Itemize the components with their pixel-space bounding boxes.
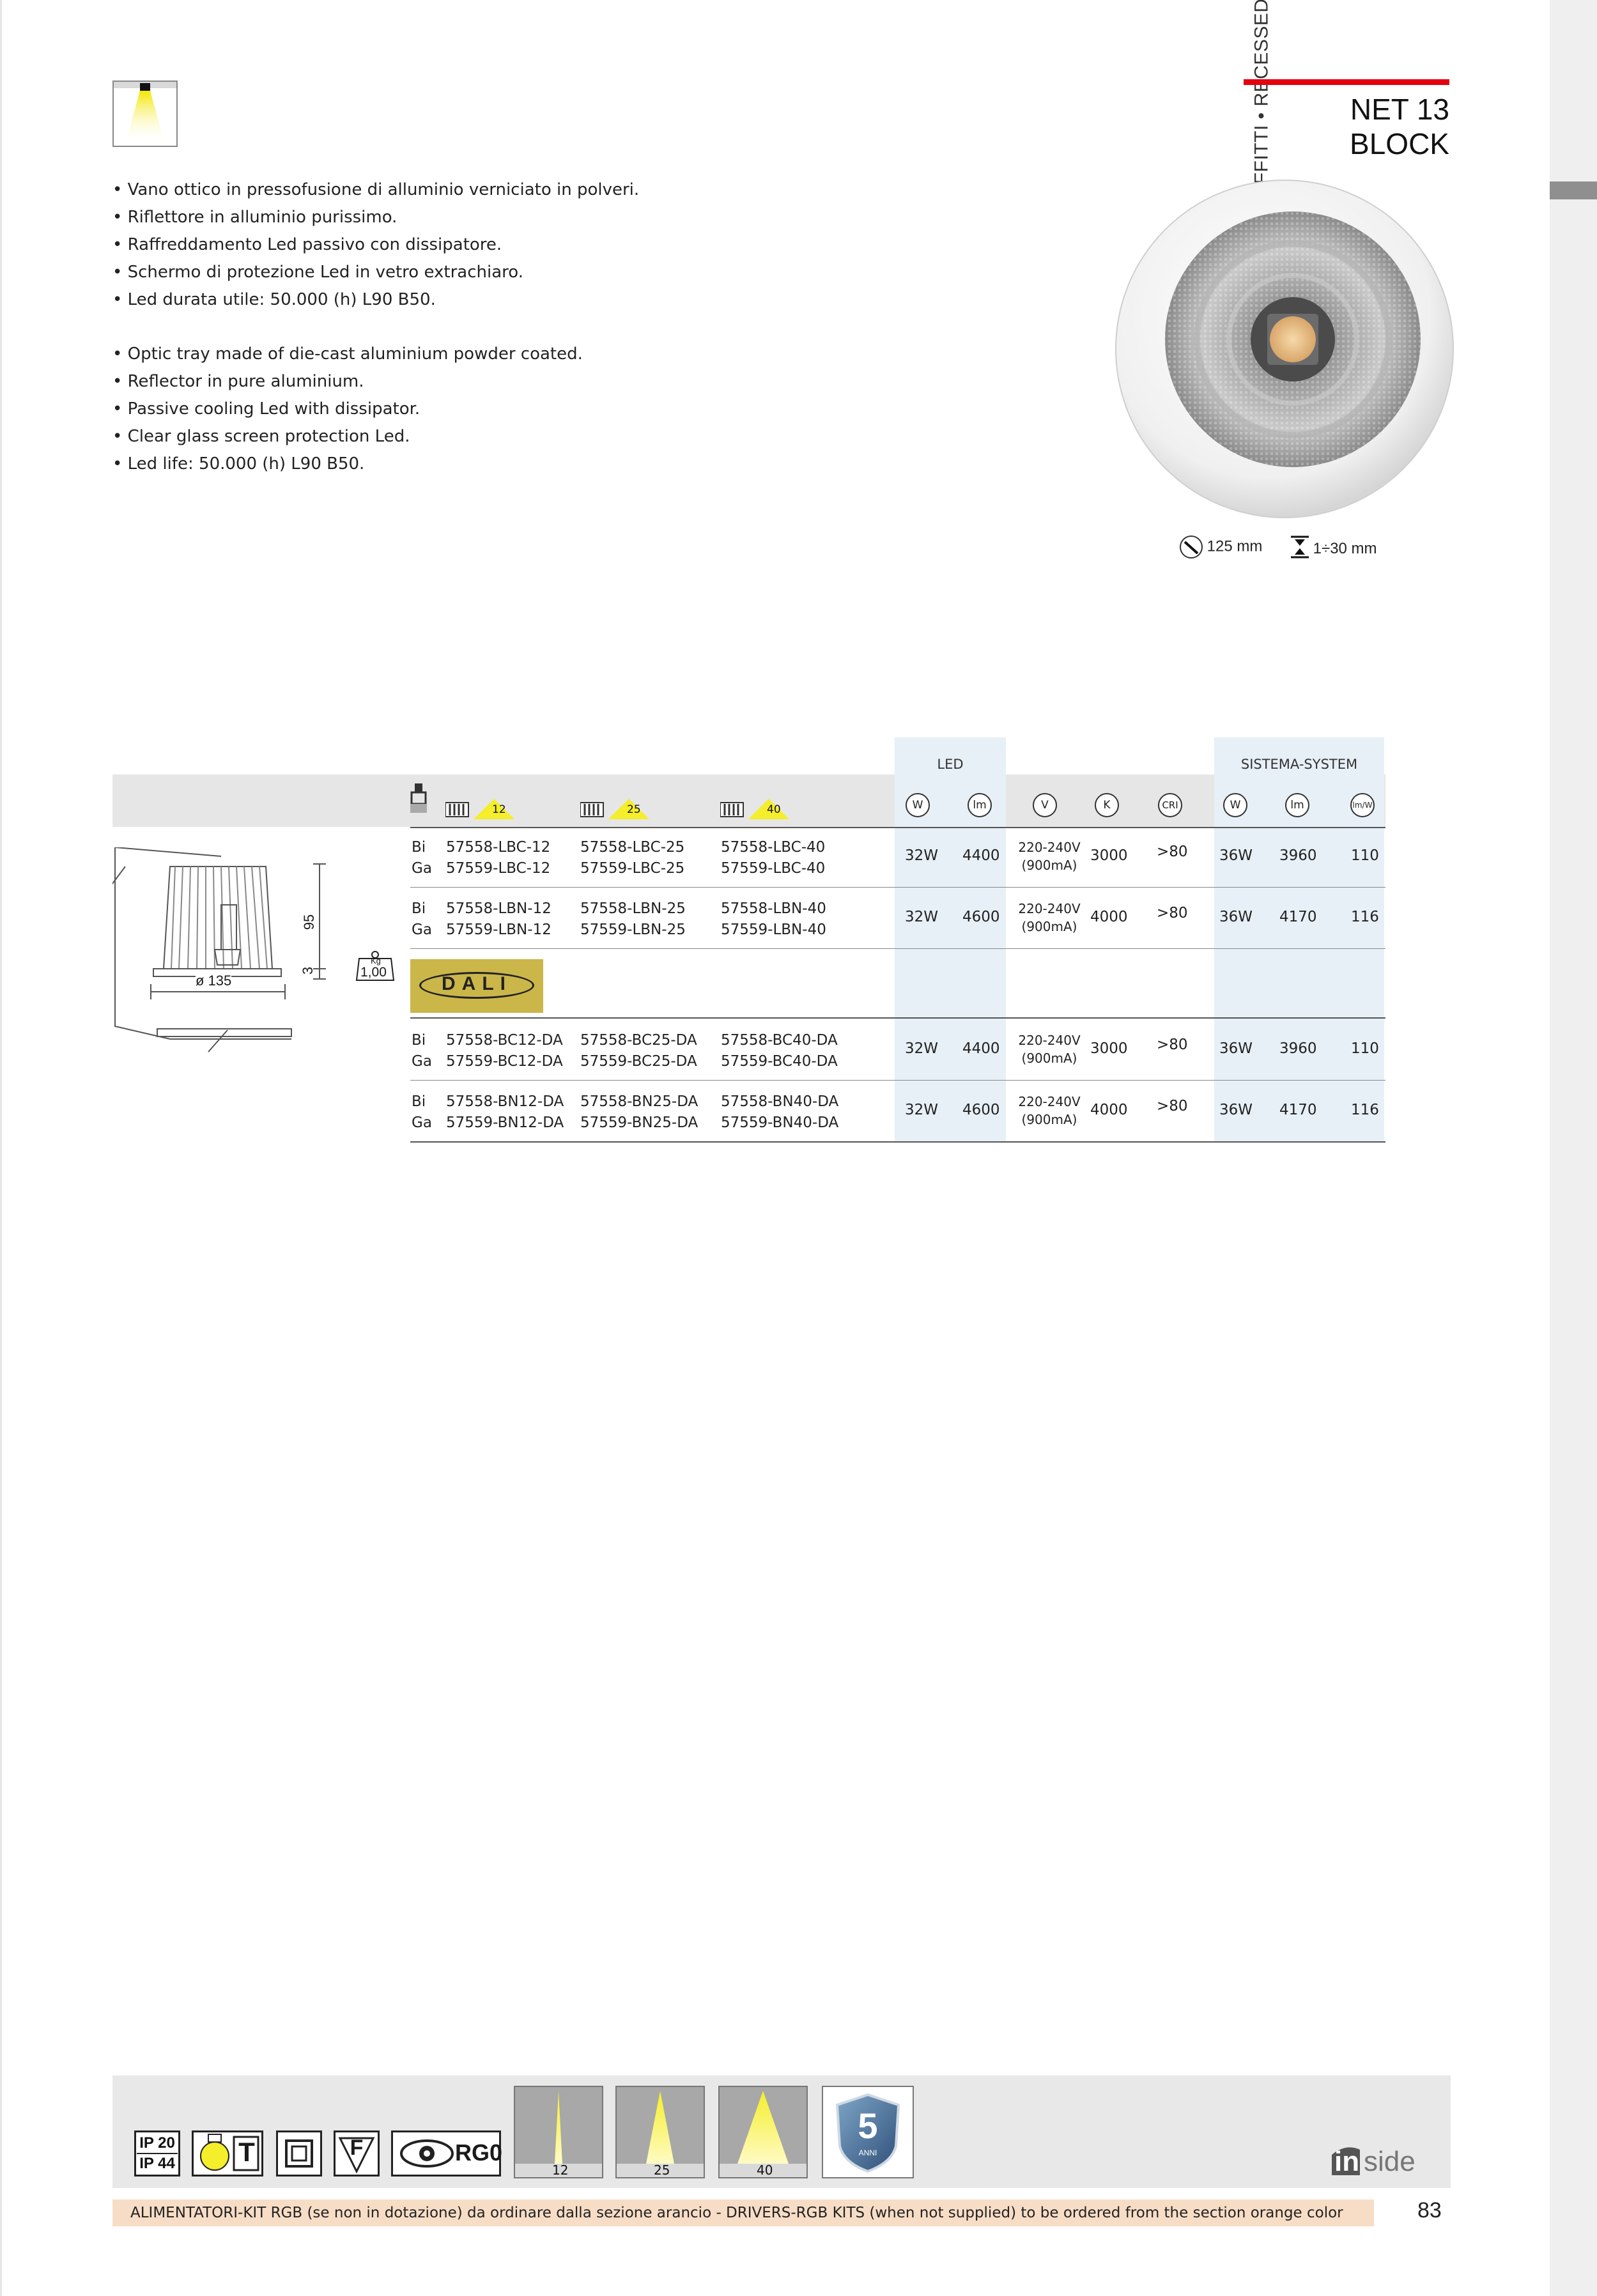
code-12: 57558-LBN-12 57559-LBN-12 [446,900,552,938]
code-25: 57558-LBC-25 57559-LBC-25 [580,839,685,877]
code-40: 57558-LBC-40 57559-LBC-40 [721,839,826,877]
led-watt: 32W [905,1102,939,1118]
section-edge-tab [1550,0,1597,2296]
brand-in: in [1334,2146,1360,2177]
color-temp: 4000 [1090,909,1128,925]
beam-header-12 [445,799,516,823]
volt-icon: V [1033,793,1057,817]
voltage: 220-240V (900mA) [1018,840,1081,873]
features-italian [112,176,639,314]
lumen-icon: lm [968,793,992,817]
beam-40-icon [718,2086,808,2178]
color-temp: 3000 [1090,1040,1128,1057]
f-mark-icon [334,2130,380,2177]
led-lumen: 4400 [962,847,1000,864]
feature-item: • Optic tray made of die-cast aluminium powder coated. [112,341,583,368]
page-number: 83 [1417,2198,1442,2223]
table-row [410,1028,1385,1080]
table-row [410,1089,1385,1141]
group-led-label: LED [937,757,964,772]
efficacy: 110 [1351,1040,1379,1057]
dali-badge [410,959,543,1013]
code-12: 57558-LBC-12 57559-LBC-12 [446,839,551,877]
ceiling-thickness-icon [1291,535,1309,563]
system-watt: 36W [1219,847,1253,864]
feature-item: • Schermo di protezione Led in vetro extrachiaro. [112,259,639,286]
feature-item: • Reflector in pure aluminium. [112,368,583,396]
led-lumen: 4600 [962,1102,1000,1118]
warranty-years: 5 [858,2106,878,2146]
brand-side: side [1364,2146,1416,2177]
finish-list: Bi Ga [412,1032,432,1070]
beam-40-label: 40 [757,2162,773,2178]
lamp-head-icon [409,783,428,817]
beam-12-icon [514,2086,603,2178]
finish-list: Bi Ga [412,839,432,877]
row-rule [410,948,1385,949]
code-40: 57558-BC40-DA 57559-BC40-DA [721,1032,838,1070]
rim-label: 3 [300,966,316,975]
led-watt: 32W [905,847,939,864]
row-rule [410,1080,1385,1081]
beam-header-12-value: 12 [492,803,506,816]
cri-value: >80 [1157,905,1188,921]
beam-25-icon [615,2086,705,2178]
feature-item: • Vano ottico in pressofusione di alluminio verniciato in polveri. [112,176,639,204]
efficacy: 110 [1351,847,1379,864]
cri-icon: CRI [1158,793,1182,817]
group-system-label: SISTEMA-SYSTEM [1240,757,1358,772]
code-40: 57558-LBN-40 57559-LBN-40 [721,900,826,938]
color-temp: 4000 [1090,1102,1128,1118]
code-25: 57558-BN25-DA 57559-BN25-DA [580,1093,698,1131]
dali-rule [410,1017,1385,1019]
row-rule [410,887,1385,888]
led-watt: 32W [905,909,939,925]
beam-header-25 [580,799,651,823]
features-english [112,341,583,478]
cri-value: >80 [1157,1098,1188,1114]
system-lumen: 4170 [1279,1102,1317,1118]
system-lumen: 4170 [1279,909,1317,925]
thermal-class-badge [192,2130,263,2177]
efficacy-icon: lm/W [1350,793,1375,817]
table-bottom-rule [410,1141,1385,1143]
voltage: 220-240V (900mA) [1018,1094,1081,1127]
beam-12-label: 12 [552,2162,569,2178]
header-rule [410,827,1385,828]
downlight-category-icon [112,81,178,147]
code-25: 57558-LBN-25 57559-LBN-25 [580,900,686,938]
finish-list: Bi Ga [412,1093,432,1131]
code-12: 57558-BN12-DA 57559-BN12-DA [446,1093,564,1131]
led-lumen: 4400 [962,1040,1000,1057]
code-25: 57558-BC25-DA 57559-BC25-DA [580,1032,697,1070]
color-temp: 3000 [1090,847,1128,864]
warranty-word: ANNI [858,2148,877,2157]
efficacy: 116 [1351,909,1379,925]
kelvin-icon: K [1095,793,1119,817]
product-photo [1112,176,1457,521]
led-lumen: 4600 [962,909,1000,925]
dali-label: DALI [442,973,512,994]
cut-hole-value: 125 mm [1207,537,1263,555]
beam-header-25-value: 25 [627,803,641,816]
cri-value: >80 [1157,844,1188,860]
class-ii-icon [276,2130,322,2177]
watt-icon: W [906,793,930,817]
table-row [410,896,1385,948]
feature-item: • Riflettore in alluminio purissimo. [112,204,639,231]
weight-unit: Kg [371,956,381,966]
code-12: 57558-BC12-DA 57559-BC12-DA [446,1032,563,1070]
feature-item: • Raffreddamento Led passivo con dissipatore. [112,231,639,259]
cri-value: >80 [1157,1036,1188,1053]
code-40: 57558-BN40-DA 57559-BN40-DA [721,1093,839,1131]
rg-label: RG0 [455,2139,503,2166]
system-watt: 36W [1219,1040,1253,1057]
ip-rating-2: IP 44 [139,2155,175,2172]
product-title: NET 13 BLOCK [1350,93,1449,160]
weight-icon [355,950,395,982]
feature-item: • Passive cooling Led with dissipator. [112,396,583,423]
page-left-rule [0,0,2,2296]
system-watt: 36W [1219,909,1253,925]
system-watt-icon: W [1223,793,1247,817]
finish-list: Bi Ga [412,900,432,938]
system-lumen: 3960 [1279,847,1317,864]
system-lumen-icon: lm [1285,793,1309,817]
feature-item: • Led life: 50.000 (h) L90 B50. [112,451,583,478]
diameter-label: ø 135 [196,973,232,989]
section-edge-marker [1550,181,1597,199]
beam-header-40 [720,799,791,823]
system-lumen: 3960 [1279,1040,1317,1057]
height-label: 95 [301,914,318,930]
class-t-label: T [238,2137,255,2167]
photobiological-risk-badge [391,2130,501,2177]
system-watt: 36W [1219,1102,1253,1118]
warranty-badge [822,2086,914,2178]
cut-hole-icon [1180,535,1203,559]
ip-rating-badge [134,2130,180,2177]
ip-rating-1: IP 20 [139,2134,175,2152]
feature-item: • Clear glass screen protection Led. [112,423,583,451]
cut-hole-spec [1180,535,1262,559]
voltage: 220-240V (900mA) [1018,901,1081,934]
efficacy: 116 [1351,1102,1379,1118]
drivers-note: ALIMENTATORI-KIT RGB (se non in dotazione) da ordinare dalla sezione arancio - DRIVERS-RGB KITS (when not supplied) to be ordered from the section orange color [112,2200,1374,2226]
beam-25-label: 25 [654,2162,670,2178]
title-accent-bar [1244,79,1449,85]
table-row [410,835,1385,887]
feature-item: • Led durata utile: 50.000 (h) L90 B50. [112,286,639,314]
class-f-label: F [350,2136,364,2160]
beam-header-40-value: 40 [767,803,781,816]
ceiling-thickness-value: 1÷30 mm [1313,539,1377,557]
voltage: 220-240V (900mA) [1018,1033,1081,1066]
weight-value: 1,00 [360,965,387,980]
ceiling-thickness-spec [1291,535,1377,563]
led-watt: 32W [905,1040,939,1057]
